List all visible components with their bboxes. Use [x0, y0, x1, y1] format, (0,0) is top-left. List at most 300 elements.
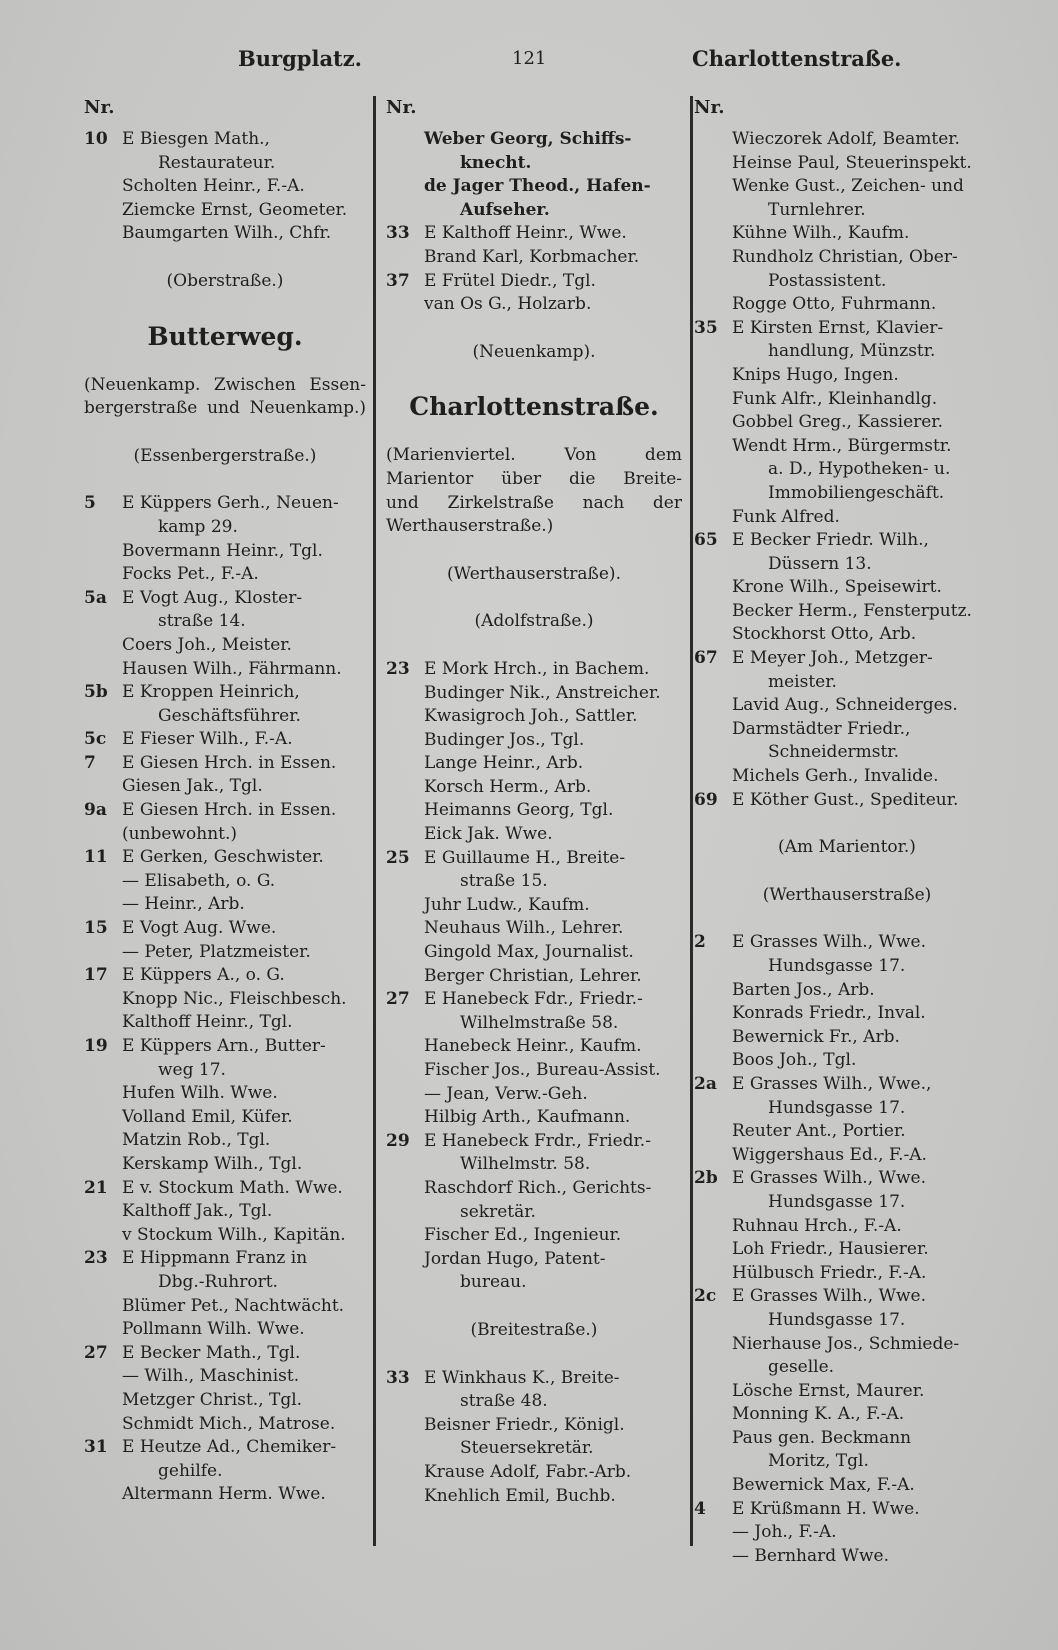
resident-line — [694, 1427, 1000, 1451]
line-text: Wilhelmstraße 58. — [460, 1012, 619, 1033]
line-text: E v. Stockum Math. Wwe. — [122, 1177, 343, 1198]
continuation-line — [694, 1450, 1000, 1474]
line-text: Heimanns Georg, Tgl. — [424, 800, 614, 821]
house-number: 67 — [694, 648, 718, 669]
resident-line — [694, 765, 1000, 789]
resident-line — [694, 1238, 1000, 1262]
resident-line — [386, 293, 682, 317]
column-middle — [386, 96, 682, 1508]
resident-line — [84, 893, 366, 917]
line-text: — Elisabeth, o. G. — [122, 870, 276, 891]
resident-line — [694, 979, 1000, 1003]
line-text: Marientor über die Breite- — [386, 468, 682, 489]
line-text: Darmstädter Friedr., — [732, 718, 911, 739]
line-text: E Grasses Wilh., Wwe. — [732, 1286, 926, 1307]
running-head-right: Charlottenstraße. — [692, 46, 902, 71]
house-number: 37 — [386, 270, 410, 291]
resident-line — [386, 1248, 682, 1272]
house-number: 2 — [694, 932, 706, 953]
house-number: 25 — [386, 847, 410, 868]
line-text: Wendt Hrm., Bürgermstr. — [732, 435, 952, 456]
line-text: Dbg.-Ruhrort. — [158, 1271, 278, 1292]
resident-line — [694, 1002, 1000, 1026]
street-description — [386, 492, 682, 516]
line-text: E Frütel Diedr., Tgl. — [424, 270, 596, 291]
continuation-line — [84, 1059, 366, 1083]
line-text: — Heinr., Arb. — [122, 894, 245, 915]
resident-line — [386, 246, 682, 270]
cross-street-label — [386, 341, 682, 365]
house-number: 27 — [84, 1342, 108, 1363]
line-text: E Kalthoff Heinr., Wwe. — [424, 223, 627, 244]
line-text: Turnlehrer. — [768, 199, 866, 220]
continuation-line — [694, 671, 1000, 695]
page-number: 121 — [512, 48, 547, 69]
line-text: E Gerken, Geschwister. — [122, 847, 324, 868]
line-text: Fischer Jos., Bureau-Assist. — [424, 1060, 661, 1080]
nr-column-label: Nr. — [694, 97, 725, 118]
line-text: Kühne Wilh., Kaufm. — [732, 223, 910, 244]
line-text: — Joh., F.-A. — [732, 1522, 837, 1543]
resident-line — [694, 1120, 1000, 1144]
line-text: Ruhnau Hrch., F.-A. — [732, 1215, 902, 1236]
continuation-line — [694, 340, 1000, 364]
line-text: bergerstraße und Neuenkamp.) — [84, 398, 366, 419]
continuation-line — [694, 1356, 1000, 1380]
resident-line — [694, 623, 1000, 647]
line-text: Korsch Herm., Arb. — [424, 776, 592, 797]
resident-line — [386, 1414, 682, 1438]
line-text: E Heutze Ad., Chemiker- — [122, 1437, 337, 1458]
directory-entry — [84, 752, 366, 776]
house-number: 17 — [84, 965, 108, 986]
resident-line — [386, 823, 682, 847]
resident-line — [84, 199, 366, 223]
resident-line — [694, 1215, 1000, 1239]
line-text: Hausen Wilh., Fährmann. — [122, 658, 342, 679]
resident-line — [386, 729, 682, 753]
resident-line — [694, 293, 1000, 317]
line-text: E Mork Hrch., in Bachem. — [424, 658, 650, 679]
directory-entry — [84, 1035, 366, 1059]
line-text: (unbewohnt.) — [122, 823, 238, 844]
continuation-line — [694, 1191, 1000, 1215]
continuation-line — [694, 270, 1000, 294]
line-text: Raschdorf Rich., Gerichts- — [424, 1177, 652, 1198]
line-text: (Werthauserstraße) — [762, 884, 932, 905]
directory-entry — [694, 529, 1000, 553]
line-text: E Hippmann Franz in — [122, 1248, 308, 1269]
directory-entry — [84, 846, 366, 870]
resident-line — [386, 1035, 682, 1059]
line-text: (Werthauserstraße). — [447, 563, 621, 584]
directory-entry — [386, 1130, 682, 1154]
resident-line — [694, 435, 1000, 459]
cross-street-label — [386, 610, 682, 634]
continuation-line — [84, 516, 366, 540]
resident-line — [386, 894, 682, 918]
house-number: 5c — [84, 729, 107, 750]
directory-entry — [386, 988, 682, 1012]
line-text: Funk Alfr., Kleinhandlg. — [732, 388, 938, 409]
line-text: Hülbusch Friedr., F.-A. — [732, 1262, 927, 1283]
line-text: Düssern 13. — [768, 553, 872, 574]
directory-entry — [84, 917, 366, 941]
line-text: Restaurateur. — [158, 152, 276, 173]
resident-line — [84, 988, 366, 1012]
line-text: Baumgarten Wilh., Chfr. — [122, 223, 332, 244]
house-number: 33 — [386, 223, 410, 244]
line-text: Berger Christian, Lehrer. — [424, 965, 642, 986]
line-text: van Os G., Holzarb. — [424, 294, 592, 315]
line-text: (Marienviertel. Von dem — [386, 445, 682, 466]
resident-line — [694, 1049, 1000, 1073]
line-text: straße 14. — [158, 611, 246, 632]
directory-entry — [694, 931, 1000, 955]
directory-entry — [694, 317, 1000, 341]
directory-entry — [84, 128, 366, 152]
line-text: Lavid Aug., Schneiderges. — [732, 695, 958, 716]
house-number: 7 — [84, 752, 96, 773]
resident-line — [84, 1200, 366, 1224]
line-text: Volland Emil, Küfer. — [122, 1106, 293, 1127]
line-text: Funk Alfred. — [732, 506, 840, 527]
house-number: 5a — [84, 587, 107, 608]
line-text: Eick Jak. Wwe. — [424, 824, 553, 845]
line-text: — Bernhard Wwe. — [732, 1545, 890, 1566]
line-text: geselle. — [768, 1357, 835, 1378]
resident-line — [84, 658, 366, 682]
resident-line — [386, 1224, 682, 1248]
line-text: Michels Gerh., Invalide. — [732, 766, 939, 787]
resident-line — [386, 705, 682, 729]
resident-line — [694, 175, 1000, 199]
resident-line — [694, 1545, 1000, 1569]
continuation-line — [386, 199, 682, 223]
column-divider — [373, 96, 376, 1546]
line-text: E Köther Gust., Spediteur. — [732, 789, 959, 810]
line-text: Scholten Heinr., F.-A. — [122, 176, 305, 197]
line-text: Aufseher. — [460, 199, 550, 220]
resident-line — [694, 506, 1000, 530]
line-text: kamp 29. — [158, 516, 238, 537]
line-text: (Neuenkamp). — [472, 341, 596, 362]
line-text: E Hanebeck Frdr., Friedr.- — [424, 1130, 651, 1151]
resident-line — [694, 694, 1000, 718]
directory-entry — [84, 964, 366, 988]
resident-line — [694, 718, 1000, 742]
resident-line — [694, 411, 1000, 435]
house-number: 4 — [694, 1498, 706, 1519]
continuation-line — [694, 482, 1000, 506]
resident-line — [84, 823, 366, 847]
resident-line — [694, 364, 1000, 388]
line-text: Jordan Hugo, Patent- — [424, 1248, 606, 1269]
resident-line — [694, 222, 1000, 246]
directory-entry — [84, 1247, 366, 1271]
resident-line — [84, 1129, 366, 1153]
continuation-line — [84, 1460, 366, 1484]
house-number: 9a — [84, 800, 107, 821]
resident-line — [386, 799, 682, 823]
continuation-line — [84, 152, 366, 176]
line-text: Konrads Friedr., Inval. — [732, 1003, 926, 1024]
line-text: Hundsgasse 17. — [768, 956, 906, 976]
directory-entry — [694, 647, 1000, 671]
nr-column-label: Nr. — [84, 97, 115, 118]
line-text: weg 17. — [158, 1059, 226, 1080]
line-text: knecht. — [460, 152, 532, 173]
line-text: E Küppers Arn., Butter- — [122, 1036, 326, 1056]
house-number: 19 — [84, 1036, 108, 1056]
resident-line — [84, 1318, 366, 1342]
house-number: 23 — [84, 1248, 108, 1269]
house-number: 69 — [694, 789, 718, 810]
line-text: (Adolfstraße.) — [474, 611, 594, 632]
resident-line — [84, 634, 366, 658]
line-text: bureau. — [460, 1272, 527, 1293]
line-text: Hilbig Arth., Kaufmann. — [424, 1107, 631, 1128]
continuation-line — [694, 1309, 1000, 1333]
continuation-line — [84, 1271, 366, 1295]
line-text: E Guillaume H., Breite- — [424, 847, 626, 868]
street-description — [386, 515, 682, 539]
line-text: Hundsgasse 17. — [768, 1191, 906, 1212]
nr-column-label: Nr. — [386, 97, 417, 118]
line-text: meister. — [768, 671, 837, 692]
line-text: — Peter, Platzmeister. — [122, 941, 311, 962]
resident-line — [84, 1082, 366, 1106]
line-text: Nierhause Jos., Schmiede- — [732, 1333, 960, 1354]
line-text: Neuhaus Wilh., Lehrer. — [424, 918, 624, 939]
line-text: E Biesgen Math., — [122, 129, 270, 149]
line-text: Stockhorst Otto, Arb. — [732, 624, 917, 645]
directory-entry — [84, 1436, 366, 1460]
house-number: 21 — [84, 1177, 108, 1198]
resident-line — [694, 1521, 1000, 1545]
running-head-left: Burgplatz. — [238, 46, 362, 71]
street-description — [84, 374, 366, 398]
resident-line — [694, 128, 1000, 152]
line-text: — Jean, Verw.-Geh. — [424, 1083, 588, 1104]
line-text: Coers Joh., Meister. — [122, 634, 292, 655]
line-text: Werthauserstraße.) — [386, 516, 554, 537]
line-text: — Wilh., Maschinist. — [122, 1366, 300, 1387]
directory-entry — [386, 270, 682, 294]
line-text: Hundsgasse 17. — [768, 1097, 906, 1118]
line-text: Budinger Jos., Tgl. — [424, 729, 585, 750]
directory-entry — [694, 789, 1000, 813]
line-text: Gobbel Greg., Kassierer. — [732, 412, 943, 433]
house-number: 15 — [84, 918, 108, 939]
line-text: Rogge Otto, Fuhrmann. — [732, 294, 937, 315]
line-text: Knopp Nic., Fleischbesch. — [122, 988, 347, 1009]
line-text: Geschäftsführer. — [158, 705, 301, 726]
line-text: E Kirsten Ernst, Klavier- — [732, 317, 944, 338]
continuation-line — [84, 610, 366, 634]
house-number: 23 — [386, 658, 410, 679]
line-text: gehilfe. — [158, 1460, 223, 1481]
house-number: 65 — [694, 530, 718, 551]
resident-line — [386, 965, 682, 989]
line-text: (Neuenkamp. Zwischen Essen- — [84, 374, 366, 395]
line-text: E Hanebeck Fdr., Friedr.- — [424, 989, 643, 1010]
line-text: Bewernick Max, F.-A. — [732, 1475, 915, 1496]
resident-line — [694, 1474, 1000, 1498]
line-text: E Küppers A., o. G. — [122, 965, 285, 986]
continuation-line — [386, 1012, 682, 1036]
continuation-line — [694, 955, 1000, 979]
line-text: Beisner Friedr., Königl. — [424, 1414, 625, 1435]
line-text: Kalthoff Heinr., Tgl. — [122, 1012, 293, 1033]
street-description — [386, 468, 682, 492]
line-text: E Krüßmann H. Wwe. — [732, 1498, 920, 1519]
continuation-line — [694, 741, 1000, 765]
resident-line — [694, 1403, 1000, 1427]
line-text: Postassistent. — [768, 270, 887, 291]
line-text: straße 48. — [460, 1391, 548, 1412]
resident-line — [386, 941, 682, 965]
resident-line — [694, 388, 1000, 412]
resident-line — [84, 775, 366, 799]
house-number: 5b — [84, 682, 108, 703]
cross-street-label — [84, 270, 366, 294]
continuation-line — [694, 458, 1000, 482]
continuation-line — [386, 1201, 682, 1225]
resident-line — [84, 1011, 366, 1035]
resident-line — [694, 600, 1000, 624]
line-text: a. D., Hypotheken- u. — [768, 459, 951, 480]
house-number: 2b — [694, 1168, 718, 1189]
resident-line — [84, 540, 366, 564]
resident-line — [84, 1106, 366, 1130]
line-text: E Vogt Aug., Kloster- — [122, 587, 303, 608]
resident-line — [386, 752, 682, 776]
line-text: Schmidt Mich., Matrose. — [122, 1413, 336, 1434]
line-text: (Oberstraße.) — [166, 270, 284, 291]
continuation-line — [694, 553, 1000, 577]
line-text: Kerskamp Wilh., Tgl. — [122, 1153, 303, 1174]
house-number: 27 — [386, 989, 410, 1010]
house-number: 33 — [386, 1367, 410, 1388]
resident-line — [386, 1106, 682, 1130]
cross-street-label — [386, 563, 682, 587]
line-text: Immobiliengeschäft. — [768, 482, 945, 503]
line-text: Budinger Nik., Anstreicher. — [424, 682, 661, 703]
line-text: E Vogt Aug. Wwe. — [122, 918, 277, 939]
resident-line — [84, 222, 366, 246]
resident-line — [386, 1485, 682, 1509]
line-text: straße 15. — [460, 871, 548, 892]
line-text: Juhr Ludw., Kaufm. — [424, 894, 590, 915]
line-text: Knips Hugo, Ingen. — [732, 364, 899, 385]
cross-street-label — [694, 836, 1000, 860]
resident-line — [84, 1365, 366, 1389]
line-text: Ziemcke Ernst, Geometer. — [122, 199, 348, 220]
line-text: Paus gen. Beckmann — [732, 1427, 912, 1448]
line-text: Wieczorek Adolf, Beamter. — [732, 129, 960, 149]
directory-entry — [84, 1342, 366, 1366]
line-text: Heinse Paul, Steuerinspekt. — [732, 152, 972, 173]
resident-line — [386, 1059, 682, 1083]
house-number: 31 — [84, 1437, 108, 1458]
line-text: E Meyer Joh., Metzger- — [732, 648, 933, 669]
resident-line — [84, 1413, 366, 1437]
line-text: E Giesen Hrch. in Essen. — [122, 800, 337, 821]
line-text: Rundholz Christian, Ober- — [732, 246, 958, 267]
continuation-line — [694, 199, 1000, 223]
line-text: (Essenbergerstraße.) — [133, 445, 317, 466]
line-text: E Giesen Hrch. in Essen. — [122, 752, 337, 773]
directory-entry — [84, 492, 366, 516]
resident-line — [84, 1389, 366, 1413]
continuation-line — [386, 1390, 682, 1414]
column-divider — [690, 96, 693, 1546]
resident-line — [694, 1333, 1000, 1357]
directory-entry — [694, 1073, 1000, 1097]
column-left — [84, 96, 366, 1507]
resident-line — [386, 917, 682, 941]
line-text: de Jager Theod., Hafen- — [424, 176, 651, 197]
house-number: 10 — [84, 129, 108, 149]
street-description — [84, 397, 366, 421]
street-title — [386, 390, 682, 424]
resident-line — [84, 870, 366, 894]
continuation-line — [386, 1271, 682, 1295]
line-text: Loh Friedr., Hausierer. — [732, 1239, 929, 1260]
directory-entry — [84, 1177, 366, 1201]
line-text: Gingold Max, Journalist. — [424, 942, 634, 963]
resident-line — [84, 175, 366, 199]
resident-line — [84, 1153, 366, 1177]
column-right — [694, 96, 1000, 1568]
line-text: Wilhelmstr. 58. — [460, 1154, 591, 1175]
line-text: Wenke Gust., Zeichen- und — [732, 176, 964, 197]
directory-entry — [694, 1285, 1000, 1309]
resident-line — [386, 1177, 682, 1201]
continuation-line — [386, 152, 682, 176]
line-text: E Fieser Wilh., F.-A. — [122, 729, 293, 750]
resident-line — [84, 1224, 366, 1248]
line-text: Kalthoff Jak., Tgl. — [122, 1201, 273, 1222]
line-text: Hundsgasse 17. — [768, 1309, 906, 1330]
resident-line — [84, 1295, 366, 1319]
house-number: 2a — [694, 1073, 717, 1094]
line-text: E Grasses Wilh., Wwe. — [732, 1168, 926, 1189]
resident-line — [84, 1483, 366, 1507]
line-text: Steuersekretär. — [460, 1438, 594, 1459]
line-text: Wiggershaus Ed., F.-A. — [732, 1144, 927, 1165]
line-text: Blümer Pet., Nachtwächt. — [122, 1295, 345, 1316]
continuation-line — [386, 870, 682, 894]
line-text: Matzin Rob., Tgl. — [122, 1130, 271, 1151]
resident-line — [386, 1461, 682, 1485]
line-text: v Stockum Wilh., Kapitän. — [122, 1224, 346, 1245]
street-title — [84, 320, 366, 354]
line-text: Weber Georg, Schiffs- — [424, 129, 632, 149]
line-text: Giesen Jak., Tgl. — [122, 776, 263, 797]
resident-line — [386, 1083, 682, 1107]
line-text: Butterweg. — [147, 321, 303, 351]
directory-entry — [84, 799, 366, 823]
street-description — [386, 444, 682, 468]
directory-entry — [694, 1498, 1000, 1522]
continuation-line — [694, 1097, 1000, 1121]
line-text: E Winkhaus K., Breite- — [424, 1367, 620, 1388]
directory-entry — [84, 587, 366, 611]
resident-line — [694, 1380, 1000, 1404]
house-number: 35 — [694, 317, 718, 338]
